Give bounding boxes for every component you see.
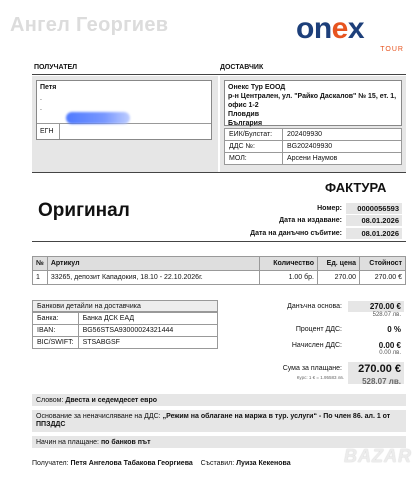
footer-signatures [32, 460, 291, 467]
receiver-section-label: ПОЛУЧАТЕЛ [34, 64, 78, 71]
table-row: 1 33265, депозит Кападокия, 18.10 - 22.10.2026г. 1.00 бр. 270.00 270.00 € [33, 271, 406, 285]
tax-base-value: 270.00 € [348, 301, 404, 312]
supplier-details-table [224, 128, 402, 165]
tax-event-date: 08.01.2026 [346, 228, 402, 239]
vat-value: 0.00 € [378, 341, 401, 350]
words-label: Словом: [36, 397, 64, 404]
footer-receiver-label: Получател: [32, 460, 69, 467]
vat-percent-label: Процент ДДС: [295, 326, 342, 333]
payment-label: Начин на плащане: [36, 439, 99, 446]
egn-label: ЕГН [40, 128, 54, 135]
vat-percent-value: 0 % [387, 325, 401, 334]
onex-logo [296, 12, 408, 60]
bank-row-bic: BIC/SWIFT: STSABGSF [33, 337, 218, 349]
logo-text: onex [296, 12, 365, 45]
supplier-section-label: ДОСТАВЧИК [220, 64, 264, 71]
items-table [32, 256, 406, 285]
issue-date-label: Дата на издаване: [279, 217, 342, 224]
col-value: Стойност [360, 257, 406, 271]
vat-label: Начислен ДДС: [291, 342, 342, 349]
total-bgn: 528.07 лв. [362, 377, 401, 386]
amount-in-words [32, 394, 406, 406]
basis-label: Основание за неначисляване на ДДС: [36, 413, 161, 420]
supplier-row-vat: ДДС №: BG202409930 [225, 141, 402, 153]
bazar-stamp [318, 442, 414, 476]
supplier-row-mol: МОЛ: Арсени Наумов [225, 153, 402, 165]
redaction-scribble [66, 112, 130, 124]
receiver-box: Петя . . ЕГН [36, 80, 212, 140]
vat-percent-row [262, 324, 406, 336]
top-divider [32, 74, 406, 75]
total-value [348, 362, 404, 384]
words-value: Двеста и седемдесет евро [65, 397, 158, 404]
stamp-text: BAZAR [344, 446, 412, 466]
col-no: № [33, 257, 48, 271]
col-unit-price: Ед. цена [318, 257, 360, 271]
supplier-name-address: Онекс Тур ЕООД р-н Централен, ул. "Райко Даскалов" № 15, ет. 1, офис 1-2 Пловдив България [224, 80, 402, 126]
supplier-row-eik: ЕИК/Булстат: 202409930 [225, 129, 402, 141]
payment-value: по банков път [100, 439, 151, 446]
col-article: Артикул [47, 257, 259, 271]
bank-row-iban: IBAN: BG56STSA93000024321444 [33, 325, 218, 337]
total-label: Сума за плащане: [282, 365, 342, 372]
receiver-name: Петя [40, 84, 57, 91]
items-header-row [33, 257, 406, 271]
invoice-number: 0000056593 [346, 203, 402, 214]
seller-watermark: Ангел Георгиев [10, 14, 169, 36]
footer-compiler: Луиза Кекенова [236, 460, 291, 467]
exchange-rate-note: Курс: 1 € = 1.95583 лв. [296, 375, 344, 380]
bank-row-bank: Банка: Банка ДСК ЕАД [33, 313, 218, 325]
tax-base-label: Данъчна основа: [287, 303, 342, 310]
total-eur: 270.00 € [358, 363, 401, 375]
tax-event-date-label: Дата на данъчно събитие: [250, 230, 342, 237]
tax-base-bgn: 528.07 лв. [372, 312, 401, 318]
logo-tour: TOUR [380, 46, 404, 53]
footer-receiver: Петя Ангелова Табакова Георгиева [70, 460, 193, 467]
invoice-number-label: Номер: [317, 205, 342, 212]
tax-base-row [262, 301, 406, 321]
vat-bgn: 0.00 лв. [379, 350, 401, 356]
original-label: Оригинал [38, 200, 130, 221]
vat-row [262, 340, 406, 360]
invoice-title: ФАКТУРА [325, 180, 387, 195]
issue-date: 08.01.2026 [346, 215, 402, 226]
footer-compiler-label: Съставил: [200, 460, 235, 467]
bank-details-table [32, 312, 218, 349]
vat-basis [32, 410, 406, 432]
bank-title: Банкови детайли на доставчика [32, 300, 218, 312]
col-quantity: Количество [260, 257, 318, 271]
total-row [262, 362, 406, 386]
basis-value: „Режим на облагане на маржа в тур. услуги“ - По член 86. ал. 1 от ППЗДДС [36, 413, 391, 428]
